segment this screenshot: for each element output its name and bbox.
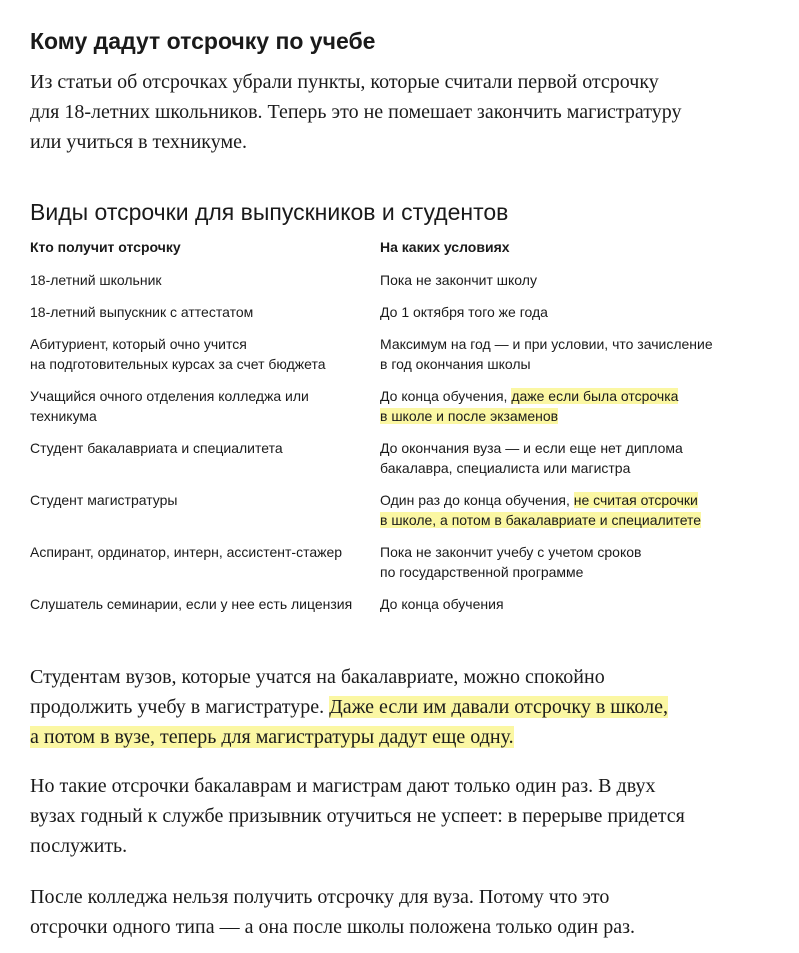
paragraph-line: Студентам вузов, которые учатся на бакалавриате, можно спокойно [30, 666, 605, 688]
cell-text: Максимум на год — и при условии, что зачисление [380, 336, 713, 352]
cell-text: бакалавра, специалиста или магистра [380, 460, 631, 476]
section-heading: Кому дадут отсрочку по учебе [30, 28, 376, 54]
highlighted-text: не считая отсрочки [573, 492, 698, 508]
cell-text: До конца обучения [380, 596, 504, 612]
cell-text: техникума [30, 408, 97, 424]
once-paragraph [30, 771, 780, 861]
paragraph-line: Но такие отсрочки бакалаврам и магистрам дают только один раз. В двух [30, 775, 656, 797]
table-cell-conditions [380, 270, 537, 290]
cell-text: 18-летний выпускник с аттестатом [30, 304, 254, 320]
intro-line: Из статьи об отсрочках убрали пункты, которые считали первой отсрочку [30, 71, 659, 93]
table-cell-conditions [380, 334, 713, 374]
cell-text: Учащийся очного отделения колледжа или [30, 388, 309, 404]
table-cell-who [30, 490, 177, 510]
highlighted-text: в школе, а потом в бакалавриате и специалитете [380, 512, 702, 528]
table-cell-who [30, 542, 342, 562]
cell-text: Пока не закончит школу [380, 272, 537, 288]
intro-paragraph [30, 67, 780, 157]
paragraph-line: После колледжа нельзя получить отсрочку для вуза. Потому что это [30, 886, 610, 908]
cell-text: по государственной программе [380, 564, 584, 580]
cell-text-plain: Один раз до конца обучения, [380, 492, 574, 508]
table-cell-who [30, 270, 162, 290]
cell-text [380, 510, 701, 530]
cell-text-plain: До конца обучения, [380, 388, 512, 404]
table-cell-who [30, 438, 283, 458]
cell-text: Студент магистратуры [30, 492, 178, 508]
cell-text: Аспирант, ординатор, интерн, ассистент-стажер [30, 544, 343, 560]
paragraph-text: продолжить учебу в магистратуре. [30, 696, 330, 718]
cell-text [380, 386, 678, 406]
paragraph-line: послужить. [30, 835, 128, 857]
cell-text [380, 406, 678, 426]
table-cell-conditions [380, 594, 504, 614]
paragraph-line: вузах годный к службе призывник отучиться не успеет: в перерыве придется [30, 805, 685, 827]
table-cell-who [30, 334, 325, 374]
cell-text: Слушатель семинарии, если у нее есть лицензия [30, 596, 353, 612]
paragraph-line [30, 722, 780, 752]
intro-line: для 18-летних школьников. Теперь это не помешает закончить магистратуру [30, 101, 682, 123]
highlighted-text: в школе и после экзаменов [380, 408, 559, 424]
cell-text: 18-летний школьник [30, 272, 162, 288]
table-cell-who [30, 302, 253, 322]
table-cell-conditions [380, 438, 683, 478]
cell-text: в год окончания школы [380, 356, 531, 372]
highlighted-text: даже если была отсрочка [511, 388, 679, 404]
cell-text: До 1 октября того же года [380, 304, 548, 320]
table-cell-conditions [380, 302, 548, 322]
paragraph-line: отсрочки одного типа — а она после школы положена только один раз. [30, 916, 635, 938]
table-title: Виды отсрочки для выпускников и студентов [30, 199, 509, 225]
column-header-who: Кто получит отсрочку [30, 239, 181, 255]
students-paragraph [30, 662, 780, 752]
cell-text [380, 490, 701, 510]
table-cell-who [30, 594, 352, 614]
paragraph-line [30, 692, 780, 722]
highlighted-text: а потом в вузе, теперь для магистратуры дадут еще одну. [30, 726, 514, 748]
cell-text: До окончания вуза — и если еще нет диплома [380, 440, 683, 456]
cell-text: Студент бакалавриата и специалитета [30, 440, 283, 456]
cell-text: Абитуриент, который очно учится [30, 336, 247, 352]
intro-line: или учиться в техникуме. [30, 131, 247, 153]
column-header-conditions: На каких условиях [380, 239, 510, 255]
college-paragraph [30, 882, 780, 942]
table-cell-conditions [380, 542, 641, 582]
table-cell-conditions [380, 490, 701, 530]
table-cell-conditions [380, 386, 678, 426]
table-cell-who [30, 386, 309, 426]
cell-text: Пока не закончит учебу с учетом сроков [380, 544, 642, 560]
highlighted-text: Даже если им давали отсрочку в школе, [329, 696, 669, 718]
cell-text: на подготовительных курсах за счет бюджета [30, 356, 326, 372]
